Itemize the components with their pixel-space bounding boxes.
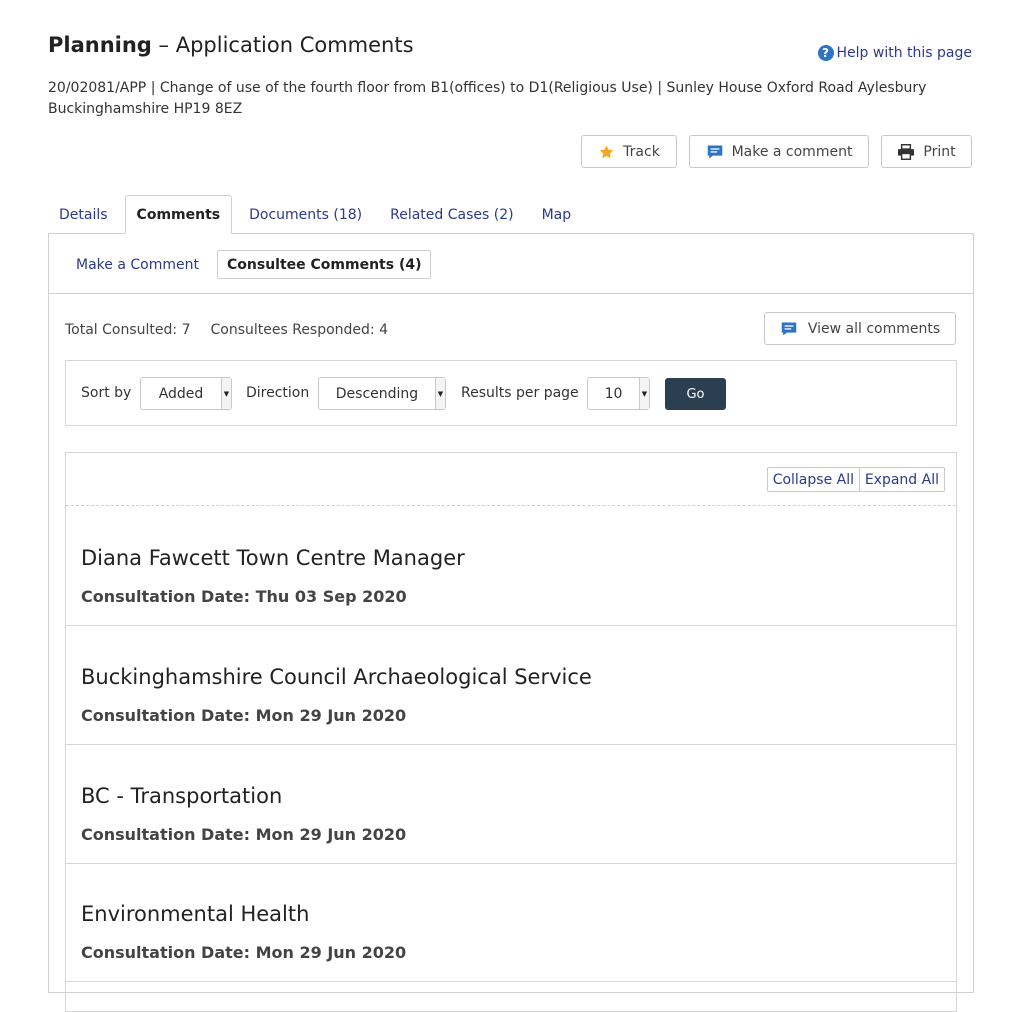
page-title-separator: – <box>151 33 176 57</box>
sort-by-value: Added <box>158 385 204 402</box>
track-button-label: Track <box>623 143 660 160</box>
make-comment-button-label: Make a comment <box>731 143 853 160</box>
consultee-item[interactable] <box>66 863 956 982</box>
go-button[interactable]: Go <box>665 378 726 410</box>
consultee-name: BC - Transportation <box>81 784 283 808</box>
sub-tabs <box>49 234 973 294</box>
consultees-responded: Consultees Responded: 4 <box>210 322 389 338</box>
consultee-item[interactable] <box>66 507 956 626</box>
print-button[interactable] <box>881 135 972 168</box>
collapse-all-button[interactable]: Collapse All <box>767 467 860 492</box>
consultation-date: Consultation Date: Thu 03 Sep 2020 <box>81 587 407 606</box>
results-per-page-label: Results per page <box>461 385 579 401</box>
track-button[interactable] <box>581 135 677 168</box>
application-description: 20/02081/APP | Change of use of the fourth floor from B1(offices) to D1(Religious Use) | Sunley House Oxford Road Aylesbury Buckinghamshire HP19 8EZ <box>48 80 927 117</box>
chevron-down-icon: ▼ <box>221 378 231 409</box>
chevron-down-icon: ▼ <box>435 378 445 409</box>
consultee-comments-list <box>65 452 957 1012</box>
direction-label: Direction <box>246 385 310 401</box>
comments-list-header <box>66 453 956 506</box>
total-consulted: Total Consulted: 7 <box>65 322 191 338</box>
help-link-label: Help with this page <box>836 45 972 61</box>
tab-documents[interactable]: Documents (18) <box>249 206 363 223</box>
consultee-name: Buckinghamshire Council Archaeological Service <box>81 665 592 689</box>
consultation-date: Consultation Date: Mon 29 Jun 2020 <box>81 825 407 844</box>
results-per-page-select[interactable] <box>587 377 650 410</box>
direction-value: Descending <box>335 385 419 402</box>
chevron-down-icon: ▼ <box>639 378 649 409</box>
page-title <box>48 33 414 57</box>
sort-by-label: Sort by <box>81 385 132 401</box>
consultation-date: Consultation Date: Mon 29 Jun 2020 <box>81 706 407 725</box>
view-all-comments-label: View all comments <box>807 320 941 337</box>
tab-related-cases[interactable]: Related Cases (2) <box>390 206 514 223</box>
comments-panel <box>48 233 974 993</box>
help-icon: ? <box>818 45 834 61</box>
direction-select[interactable] <box>318 377 446 410</box>
view-all-comments-button[interactable] <box>764 312 956 345</box>
page-title-main: Planning <box>48 33 152 57</box>
main-tabs <box>48 195 588 234</box>
consultation-stats <box>65 322 388 338</box>
page-title-sub: Application Comments <box>175 33 414 57</box>
tab-comments[interactable]: Comments <box>125 195 233 234</box>
star-icon <box>598 144 615 160</box>
tab-map[interactable]: Map <box>541 206 572 223</box>
consultation-date: Consultation Date: Mon 29 Jun 2020 <box>81 943 407 962</box>
printer-icon <box>897 144 915 160</box>
speech-bubble-icon <box>706 144 724 160</box>
consultee-item[interactable] <box>66 745 956 864</box>
print-button-label: Print <box>923 143 956 160</box>
subtab-consultee-comments[interactable]: Consultee Comments (4) <box>217 250 431 279</box>
consultee-name: Environmental Health <box>81 902 310 926</box>
help-link[interactable] <box>818 45 972 61</box>
consultee-item[interactable] <box>66 626 956 745</box>
speech-bubble-icon <box>780 321 798 337</box>
expand-all-button[interactable]: Expand All <box>859 467 945 492</box>
results-per-page-value: 10 <box>604 385 623 402</box>
tab-details[interactable]: Details <box>59 206 108 223</box>
subtab-make-a-comment[interactable]: Make a Comment <box>76 256 199 273</box>
sort-by-select[interactable] <box>140 377 232 410</box>
consultee-name: Diana Fawcett Town Centre Manager <box>81 546 465 570</box>
sort-bar <box>65 360 957 426</box>
make-comment-button[interactable] <box>689 135 869 168</box>
